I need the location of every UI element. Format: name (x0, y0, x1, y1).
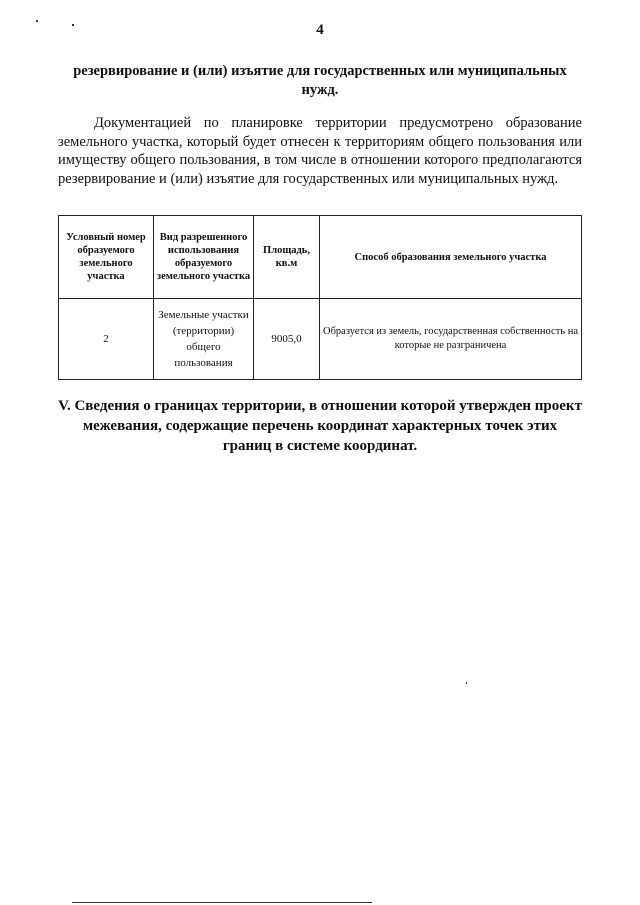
cell-parcel-number: 2 (59, 299, 154, 380)
cell-formation-method: Образуется из земель, государственная собственность на которые не разграничена (320, 299, 582, 380)
scan-speck (466, 682, 467, 684)
footer-divider (72, 902, 372, 903)
section-title: V. Сведения о границах территории, в отношении которой утвержден проект межевания, содержащие перечень координат характерных точек этих границ в системе координат. (58, 398, 582, 454)
cell-area: 9005,0 (254, 299, 320, 380)
page-number: 4 (316, 22, 324, 38)
table-header-row (59, 216, 582, 299)
header-parcel-number: Условный номер образуемого земельного участка (59, 216, 154, 299)
land-parcel-table (58, 215, 582, 380)
header-formation-method: Способ образования земельного участка (320, 216, 582, 299)
header-permitted-use: Вид разрешенного использования образуемого земельного участка (154, 216, 254, 299)
cell-permitted-use: Земельные участки (территории) общего пользования (154, 299, 254, 380)
body-paragraph: Документацией по планировке территории предусмотрено образование земельного участка, который будет отнесен к территориям общего пользования или имуществу общего пользования, в том числе в отношении которого предполагаются резервирование и (или) изъятие для государственных или муниципальных нужд. (58, 115, 582, 187)
header-area: Площадь, кв.м (254, 216, 320, 299)
table-row (59, 299, 582, 380)
section-heading-continuation: резервирование и (или) изъятие для государственных или муниципальных нужд. (73, 63, 567, 98)
